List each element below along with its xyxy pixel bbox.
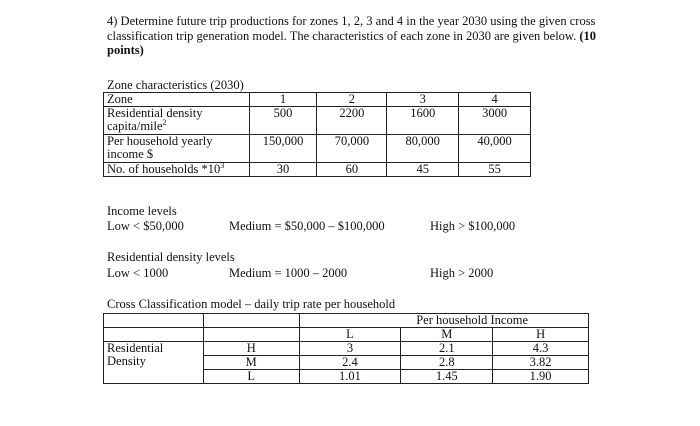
table-cell: 30 bbox=[249, 163, 317, 177]
table-row bbox=[104, 342, 589, 356]
income-col-header: H bbox=[493, 328, 589, 342]
table-cell: 500 bbox=[249, 107, 317, 135]
income-medium: Medium = $50,000 – $100,000 bbox=[229, 219, 385, 233]
income-low: Low < $50,000 bbox=[107, 219, 184, 233]
zone-number: 1 bbox=[249, 93, 317, 107]
income-header: Per household Income bbox=[299, 314, 588, 328]
empty-cell bbox=[104, 328, 204, 342]
zone-characteristics-table bbox=[103, 92, 531, 177]
zone-number: 2 bbox=[317, 93, 387, 107]
density-low: Low < 1000 bbox=[107, 266, 169, 280]
question-body: 4) Determine future trip productions for zones 1, 2, 3 and 4 in the year 2030 using the given cross classification trip generation model. The characteristics of each zone in 2030 are given below. bbox=[107, 14, 596, 43]
table-row bbox=[104, 163, 531, 177]
empty-cell bbox=[203, 314, 299, 328]
row-label bbox=[104, 160, 250, 177]
table-cell: 1.01 bbox=[299, 370, 401, 384]
table-cell: 3 bbox=[299, 342, 401, 356]
table-cell: 55 bbox=[459, 163, 531, 177]
table-row bbox=[104, 93, 531, 107]
table-cell: 3.82 bbox=[493, 356, 589, 370]
table-row bbox=[104, 328, 589, 342]
table-cell: 2.8 bbox=[401, 356, 493, 370]
table-cell: 1600 bbox=[387, 107, 459, 135]
density-level: L bbox=[203, 370, 299, 384]
table-cell: 3000 bbox=[459, 107, 531, 135]
table-cell: 150,000 bbox=[249, 135, 317, 163]
table-cell: 80,000 bbox=[387, 135, 459, 163]
zone-number: 3 bbox=[387, 93, 459, 107]
density-high: High > 2000 bbox=[430, 266, 494, 280]
table-row bbox=[104, 314, 589, 328]
table-row bbox=[104, 135, 531, 163]
empty-cell bbox=[104, 314, 204, 328]
table-row bbox=[104, 107, 531, 135]
income-levels-title: Income levels bbox=[107, 204, 177, 218]
table-cell: 2.1 bbox=[401, 342, 493, 356]
income-col-header: L bbox=[299, 328, 401, 342]
question-text bbox=[107, 14, 607, 58]
empty-cell bbox=[203, 328, 299, 342]
density-medium: Medium = 1000 – 2000 bbox=[229, 266, 348, 280]
table-cell: 45 bbox=[387, 163, 459, 177]
income-col-header: M bbox=[401, 328, 493, 342]
cross-classification-table bbox=[103, 313, 589, 384]
table-cell: 2200 bbox=[317, 107, 387, 135]
density-level: H bbox=[203, 342, 299, 356]
row-label-sup: 2 bbox=[162, 117, 167, 127]
table-cell: 4.3 bbox=[493, 342, 589, 356]
table-cell: 60 bbox=[317, 163, 387, 177]
zone-table-caption: Zone characteristics (2030) bbox=[107, 78, 244, 92]
table-cell: 1.45 bbox=[401, 370, 493, 384]
table-cell: 1.90 bbox=[493, 370, 589, 384]
row-label-text: No. of households *10 bbox=[107, 162, 221, 176]
residential-density-label: Residential Density bbox=[104, 342, 204, 384]
row-label-text: Per household yearly income $ bbox=[107, 134, 213, 161]
density-levels-title: Residential density levels bbox=[107, 250, 235, 264]
row-label-text: Residential density capita/mile bbox=[107, 106, 203, 133]
table-cell: 40,000 bbox=[459, 135, 531, 163]
table-cell: 70,000 bbox=[317, 135, 387, 163]
row-label bbox=[104, 135, 250, 163]
density-level: M bbox=[203, 356, 299, 370]
question-points: (10 points) bbox=[107, 28, 597, 57]
table-cell: 2.4 bbox=[299, 356, 401, 370]
zone-header-label: Zone bbox=[104, 93, 250, 107]
row-label-sup: 3 bbox=[220, 160, 225, 170]
zone-number: 4 bbox=[459, 93, 531, 107]
row-label bbox=[104, 107, 250, 135]
income-high: High > $100,000 bbox=[430, 219, 516, 233]
cross-table-caption: Cross Classification model – daily trip rate per household bbox=[107, 297, 396, 311]
